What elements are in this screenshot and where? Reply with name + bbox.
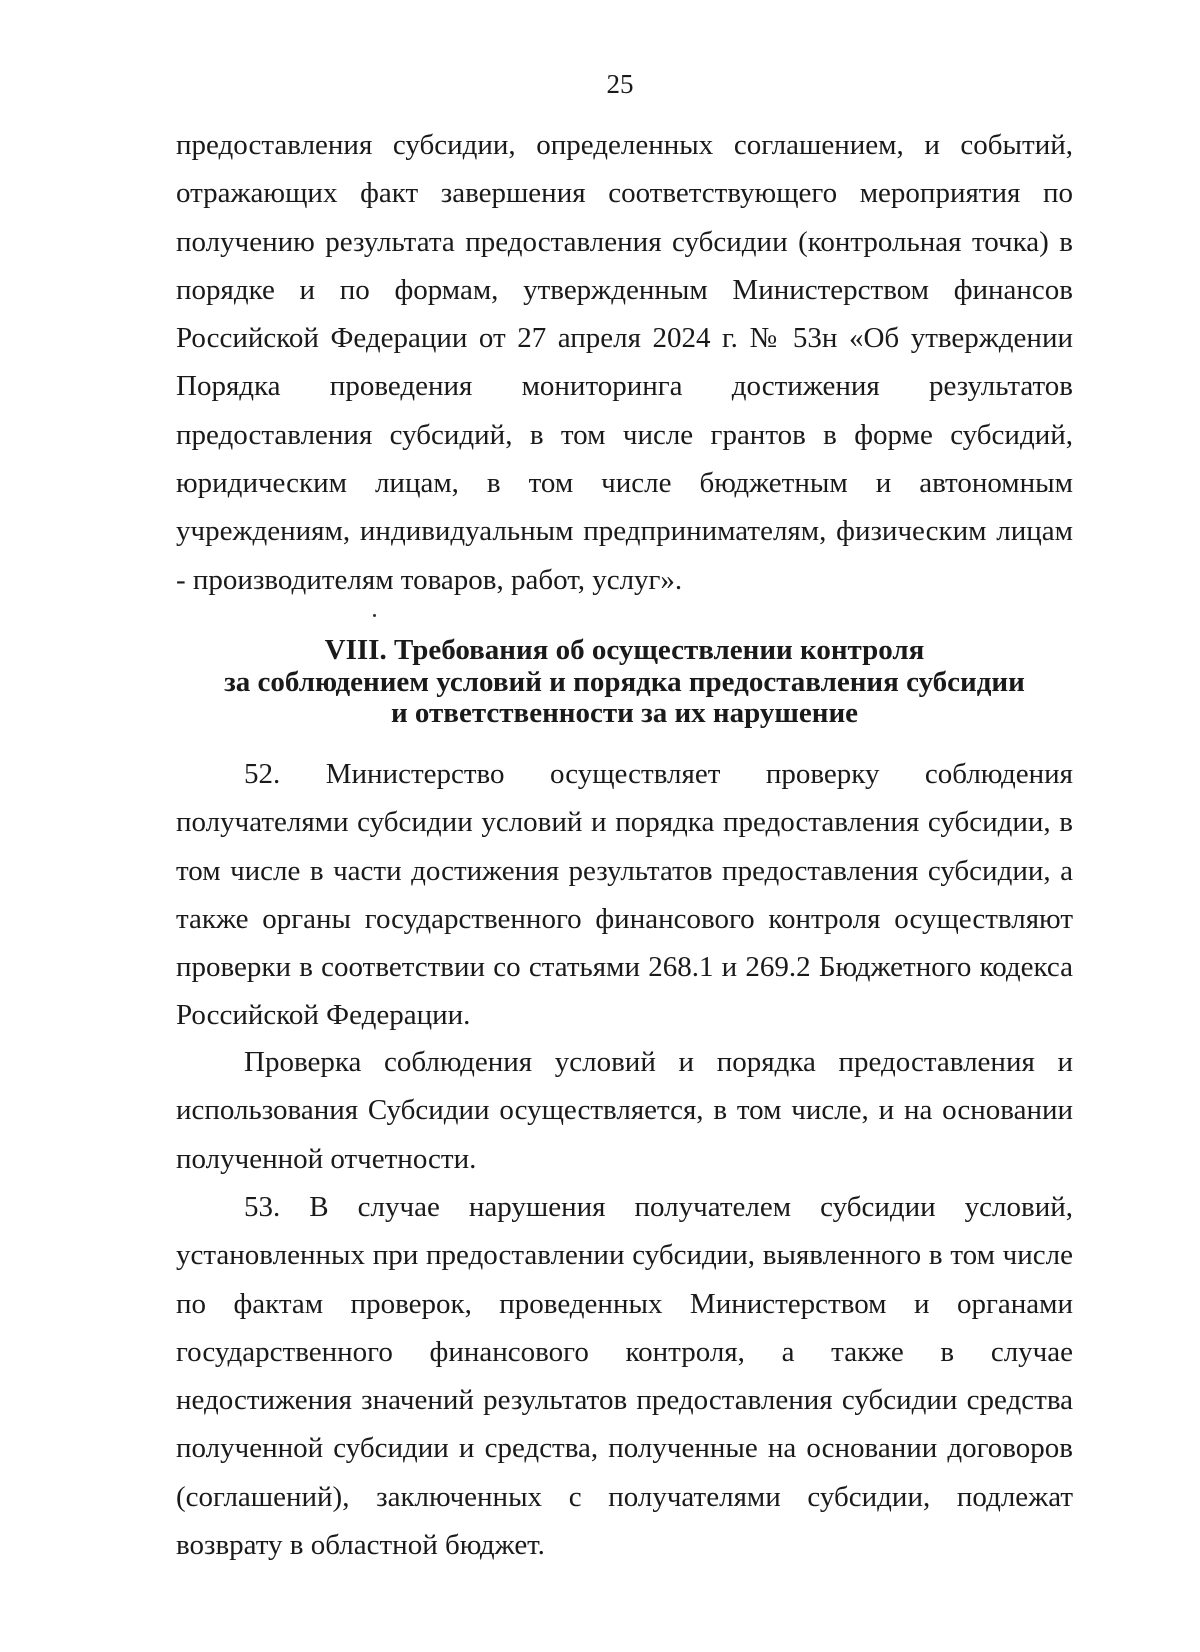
paragraph-53: 53. В случае нарушения получателем субсидии условий, установленных при предоставлении субсидии, выявленного в том числе по фактам проверок, проведенных Министерством и органами государственного финансового контроля, а также в случае недостижения значений результатов предоставления субсидии средства полученной субсидии и средства, полученные на основании договоров (соглашений), заключенных с получателями субсидии, подлежат возврату в областной бюджет. xyxy=(176,1191,1073,1562)
page-number: 25 xyxy=(606,69,634,99)
section-heading-line-1: VIII. Требования об осуществлении контроля xyxy=(324,634,925,666)
paragraph-continuation: предоставления субсидии, определенных соглашением, и событий, отражающих факт завершения соответствующего мероприятия по получению результата предоставления субсидии (контрольная точка) в порядке и по формам, утвержденным Министерством финансов Российской Федерации от 27 апреля 2024 г. № 53н «Об утверждении Порядка проведения мониторинга достижения результатов предоставления субсидий, в том числе грантов в форме субсидий, юридическим лицам, в том числе бюджетным и автономным учреждениям, индивидуальным предпринимателям, физическим лицам - производителям товаров, работ, услуг». xyxy=(176,129,1073,596)
scan-speck xyxy=(373,614,376,617)
paragraph-52: 52. Министерство осуществляет проверку соблюдения получателями субсидии условий и порядка предоставления субсидии, в том числе в части достижения результатов предоставления субсидии, а также органы государственного финансового контроля осуществляют проверки в соответствии со статьями 268.1 и 269.2 Бюджетного кодекса Российской Федерации. xyxy=(176,758,1073,1032)
section-heading xyxy=(176,635,1073,730)
paragraph-52-check: Проверка соблюдения условий и порядка предоставления и использования Субсидии осуществляется, в том числе, и на основании полученной отчетности. xyxy=(176,1046,1073,1175)
section-heading-line-3: и ответственности за их нарушение xyxy=(390,697,859,729)
section-heading-line-2: за соблюдением условий и порядка предоставления субсидии xyxy=(224,665,1025,698)
